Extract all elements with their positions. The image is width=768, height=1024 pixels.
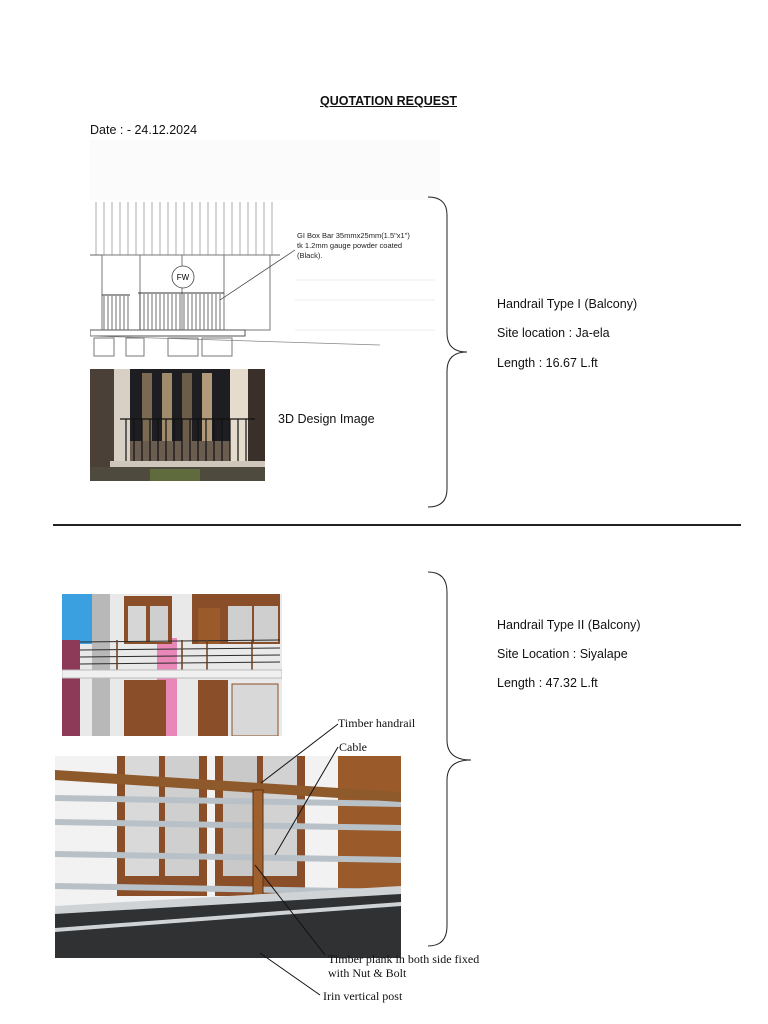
- drawing-note-line1: GI Box Bar 35mmx25mm(1.5"x1"): [297, 231, 410, 240]
- spec-1-length: Length : 16.67 L.ft: [497, 356, 598, 370]
- handrail-type-1-3d-image: [90, 369, 265, 481]
- callout-cable: Cable: [339, 740, 367, 754]
- drawing-note-line2: tk 1.2mm gauge powder coated: [297, 241, 403, 250]
- page-title: QUOTATION REQUEST: [320, 94, 458, 108]
- brace-section-2: [425, 570, 477, 950]
- fw-tag: FW: [176, 273, 190, 282]
- spec-2-location: Site Location : Siyalape: [497, 647, 628, 661]
- handrail-type-2-render: [62, 594, 282, 736]
- callout-plank-line1: Timber plank in both side fixed: [328, 952, 480, 966]
- brace-section-1: [425, 195, 475, 511]
- document-date: Date : - 24.12.2024: [90, 123, 198, 137]
- spec-1-type: Handrail Type I (Balcony): [497, 297, 638, 311]
- section-divider: [53, 524, 741, 526]
- spec-1-location: Site location : Ja-ela: [497, 326, 610, 340]
- spec-2-type: Handrail Type II (Balcony): [497, 618, 641, 632]
- handrail-type-1-drawing: [90, 140, 440, 365]
- caption-3d-design: 3D Design Image: [278, 412, 375, 426]
- svg-text:GI Box Bar 35mmx25mm(1.5"x1"): [297, 231, 412, 260]
- callout-timber-handrail: Timber handrail: [338, 716, 416, 730]
- spec-2-length: Length : 47.32 L.ft: [497, 676, 598, 690]
- drawing-note-line3: (Black).: [297, 251, 323, 260]
- callout-post: Irin vertical post: [323, 989, 403, 1003]
- callout-plank-line2: with Nut & Bolt: [328, 966, 407, 980]
